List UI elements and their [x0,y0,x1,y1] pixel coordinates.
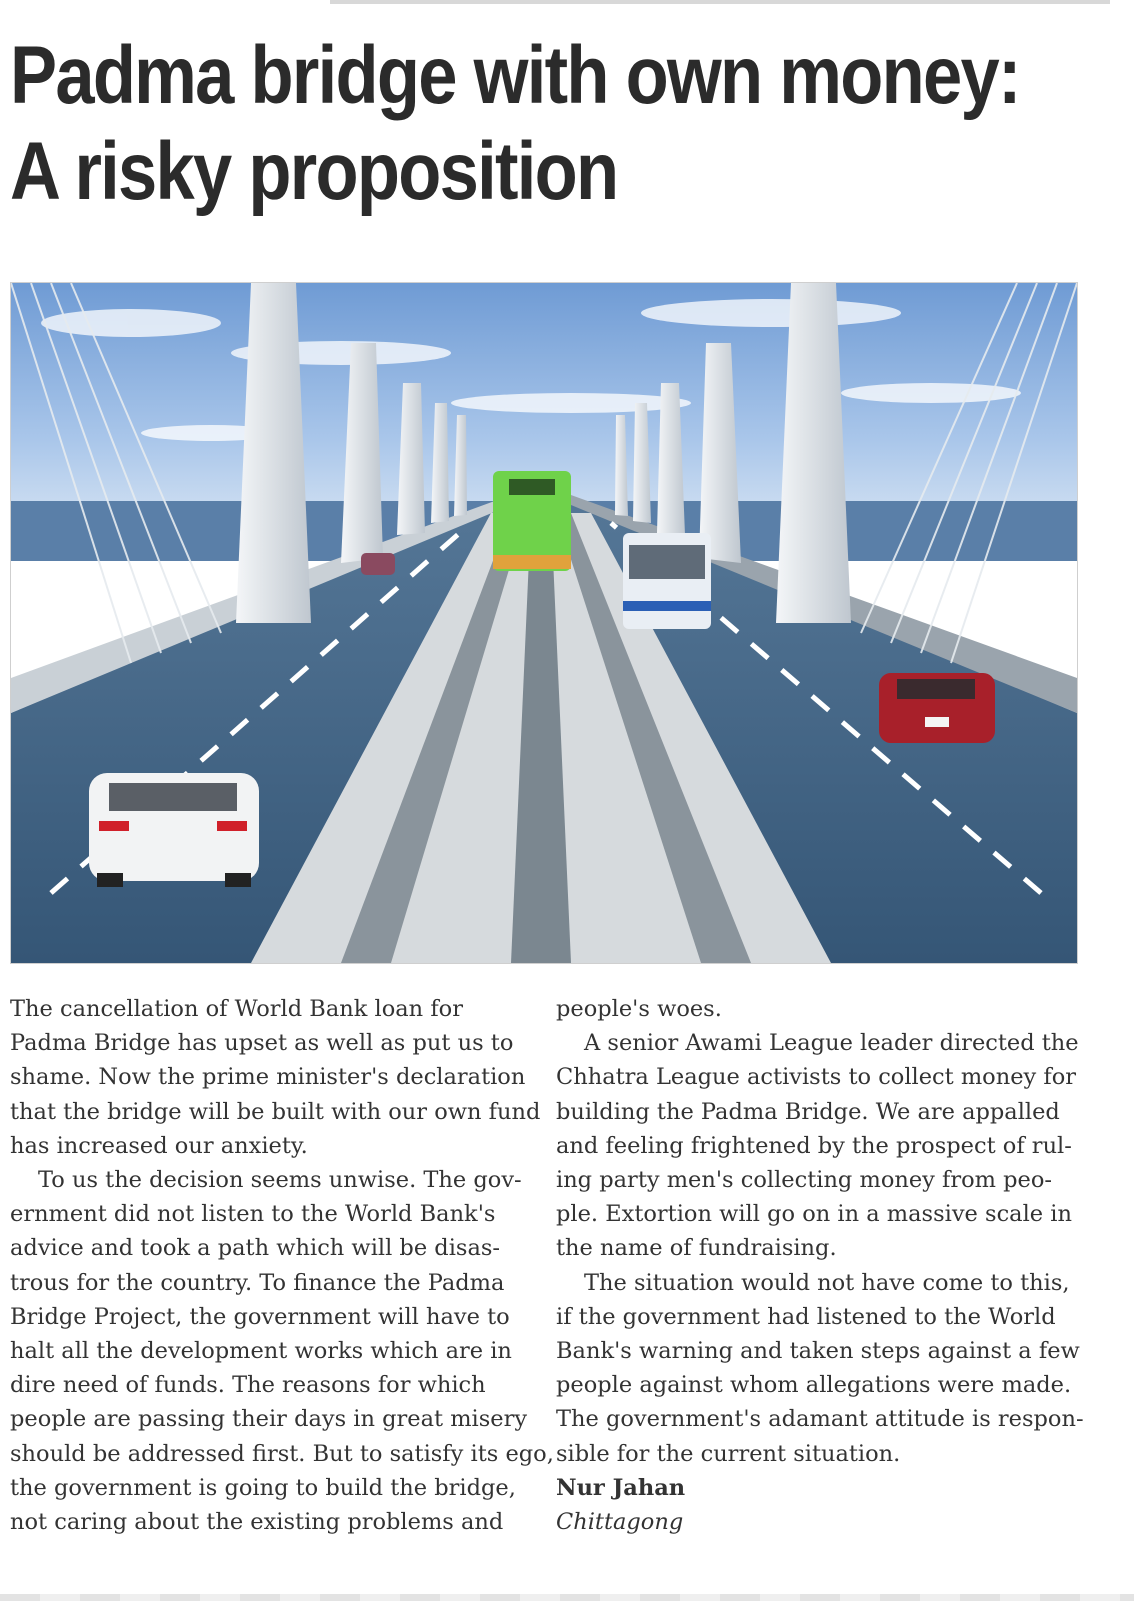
text-line: and feeling frightened by the prospect of rul- [556,1132,1072,1159]
text-line: ernment did not listen to the World Bank's [10,1201,496,1228]
right-column [556,992,1084,1539]
text-line: Bank's warning and taken steps against a few [556,1338,1080,1365]
headline-line-2: A risky proposition [10,126,618,217]
text-line: the government is going to build the bridge, [10,1474,516,1501]
author-location: Chittagong [556,1509,684,1536]
text-line: sible for the current situation. [556,1440,901,1467]
text-line: To us the decision seems unwise. The gov- [38,1167,522,1194]
white-car [89,773,259,887]
headline [10,28,1020,220]
text-line: has increased our anxiety. [10,1132,308,1159]
text-line: should be addressed first. But to satisfy its ego, [10,1440,554,1467]
text-line: people's woes. [556,996,722,1022]
text-line: building the Padma Bridge. We are appalled [556,1098,1060,1125]
left-column [10,992,554,1539]
red-car [879,673,995,743]
text-line: ple. Extortion will go on in a massive scale in [556,1201,1072,1228]
text-line: A senior Awami League leader directed the [584,1030,1079,1057]
author-name: Nur Jahan [556,1474,686,1501]
text-line: The situation would not have come to this, [584,1269,1070,1296]
headline-line-1: Padma bridge with own money: [10,30,1020,121]
text-line: trous for the country. To finance the Padma [10,1269,505,1296]
text-line: Padma Bridge has upset as well as put us to [10,1030,514,1057]
text-line: halt all the development works which are in [10,1338,512,1365]
text-line: The government's adamant attitude is respon- [556,1406,1084,1433]
bridge-illustration [11,283,1077,963]
text-line: people are passing their days in great misery [10,1406,528,1433]
bottom-rule [0,1594,1134,1601]
text-line: ing party men's collecting money from peo- [556,1167,1053,1194]
top-rule [330,0,1110,4]
bridge-photo [10,282,1078,964]
text-line: Bridge Project, the government will have to [10,1303,510,1330]
text-line: shame. Now the prime minister's declaration [10,1064,526,1091]
text-line: dire need of funds. The reasons for which [10,1372,486,1399]
text-line: if the government had listened to the World [556,1303,1056,1330]
text-line: The cancellation of World Bank loan for [10,996,463,1022]
text-line: that the bridge will be built with our own fund [10,1098,541,1125]
train [493,471,571,571]
text-line: the name of fundraising. [556,1235,837,1262]
bus [623,533,711,629]
text-line: Chhatra League activists to collect money for [556,1064,1077,1091]
text-line: people against whom allegations were made. [556,1372,1072,1399]
far-car [361,553,395,575]
text-line: not caring about the existing problems and [10,1509,504,1536]
text-line: advice and took a path which will be disas- [10,1235,501,1262]
